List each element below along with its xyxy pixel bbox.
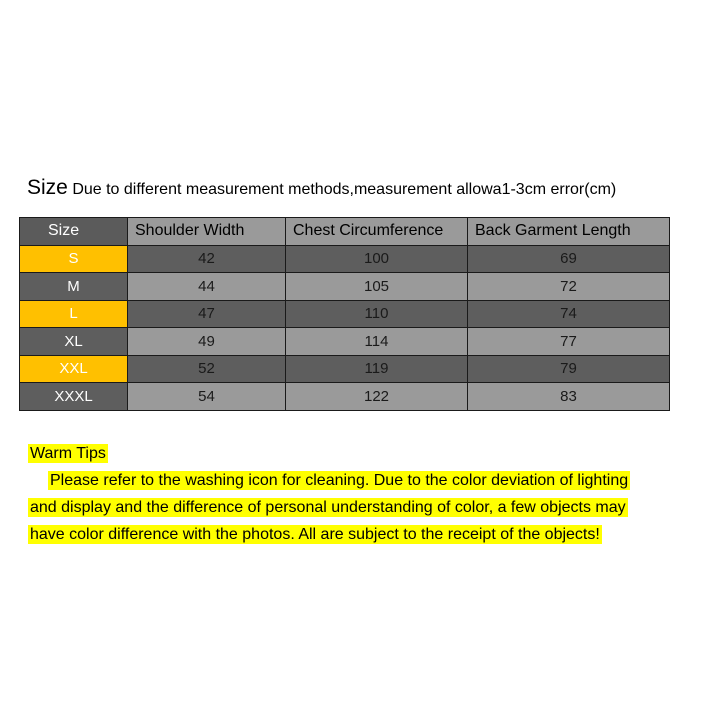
header-size: Size: [20, 218, 128, 246]
size-heading: [27, 176, 687, 200]
back-cell: 72: [468, 273, 670, 301]
chest-cell: 110: [286, 300, 468, 328]
back-cell: 74: [468, 300, 670, 328]
table-row: [20, 328, 670, 356]
chest-cell: 119: [286, 355, 468, 383]
header-shoulder-width: Shoulder Width: [128, 218, 286, 246]
header-back-garment-length: Back Garment Length: [468, 218, 670, 246]
size-cell: M: [20, 273, 128, 301]
shoulder-cell: 54: [128, 383, 286, 411]
back-cell: 79: [468, 355, 670, 383]
table-row: [20, 300, 670, 328]
size-cell: XXXL: [20, 383, 128, 411]
tips-line-1: Please refer to the washing icon for cleaning. Due to the color deviation of lighting: [50, 472, 629, 489]
size-chart-table: [19, 217, 670, 411]
shoulder-cell: 42: [128, 245, 286, 273]
back-cell: 83: [468, 383, 670, 411]
heading-title: Size: [27, 176, 68, 199]
chest-cell: 122: [286, 383, 468, 411]
tips-line-3: have color difference with the photos. All are subject to the receipt of the objects!: [30, 526, 600, 543]
header-chest-circumference: Chest Circumference: [286, 218, 468, 246]
heading-subtitle: Due to different measurement methods,measurement allowa1-3cm error(cm): [72, 181, 617, 198]
warm-tips: [28, 440, 688, 548]
chest-cell: 105: [286, 273, 468, 301]
table-header-row: [20, 218, 670, 246]
back-cell: 69: [468, 245, 670, 273]
size-cell: S: [20, 245, 128, 273]
table-row: [20, 355, 670, 383]
chest-cell: 100: [286, 245, 468, 273]
size-cell: L: [20, 300, 128, 328]
chest-cell: 114: [286, 328, 468, 356]
table-row: [20, 245, 670, 273]
shoulder-cell: 47: [128, 300, 286, 328]
back-cell: 77: [468, 328, 670, 356]
size-cell: XL: [20, 328, 128, 356]
table-row: [20, 383, 670, 411]
tips-line-2: and display and the difference of personal understanding of color, a few objects may: [30, 499, 626, 516]
size-cell: XXL: [20, 355, 128, 383]
shoulder-cell: 52: [128, 355, 286, 383]
shoulder-cell: 44: [128, 273, 286, 301]
shoulder-cell: 49: [128, 328, 286, 356]
tips-title: Warm Tips: [30, 445, 106, 462]
table-row: [20, 273, 670, 301]
